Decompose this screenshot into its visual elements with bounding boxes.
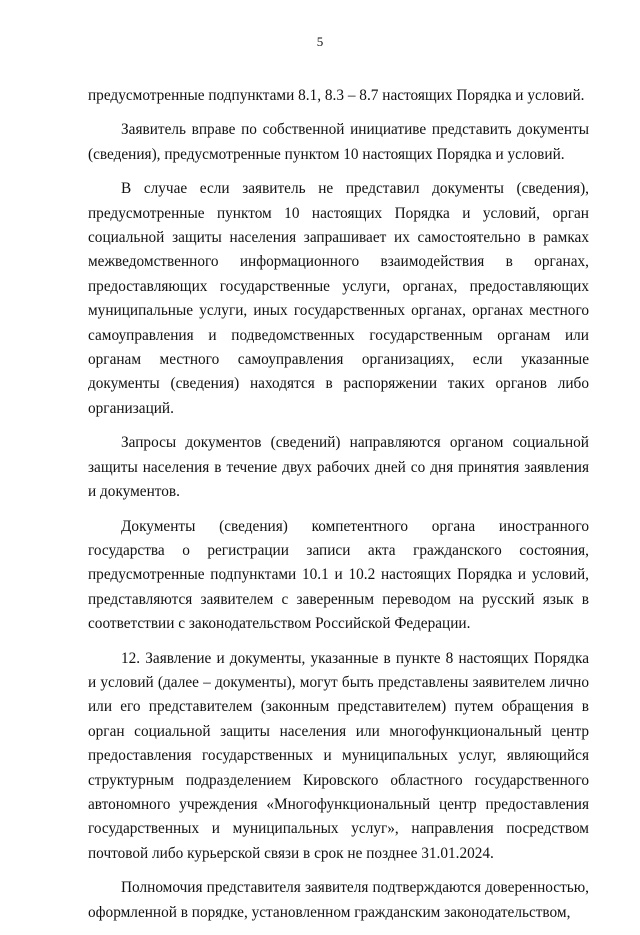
paragraph-applicant-right: Заявитель вправе по собственной инициативе представить документы (сведения), предусмотренные пунктом 10 настоящих Порядка и условий. — [88, 121, 589, 163]
document-body — [88, 84, 589, 935]
paragraph-item-12: 12. Заявление и документы, указанные в пункте 8 настоящих Порядка и условий (далее – документы), могут быть представлены заявителем лично или его представителем (законным представителем) путем обращения в орган социальной защиты населения или многофункциональный центр предоставления государственных и муниципальных услуг, являющийся структурным подразделением Кировского областного государственного автономного учреждения «Многофункциональный центр предоставления государственных и муниципальных услуг», направления посредством почтовой либо курьерской связи в срок не позднее 31.01.2024. — [88, 649, 589, 862]
paragraph-interagency-request: В случае если заявитель не представил документы (сведения), предусмотренные пунктом 10 настоящих Порядка и условий, орган социальной защиты населения запрашивает их самостоятельно в рамках межведомственного информационного взаимодействия в органах, предоставляющих государственные услуги, органах, предоставляющих муниципальные услуги, иных государственных органах, органах местного самоуправления и подведомственных государственным органам или органам местного самоуправления организациях, если указанные документы (сведения) находятся в распоряжении таких органов либо организаций. — [88, 180, 589, 417]
paragraph-foreign-documents: Документы (сведения) компетентного органа иностранного государства о регистрации записи акта гражданского состояния, предусмотренные подпунктами 10.1 и 10.2 настоящих Порядка и условий, представляются заявителем с заверенным переводом на русский язык в соответствии с законодательством Российской Федерации. — [88, 517, 589, 633]
paragraph-request-deadline: Запросы документов (сведений) направляются органом социальной защиты населения в течение двух рабочих дней со дня принятия заявления и документов. — [88, 434, 589, 501]
paragraph-representative-powers: Полномочия представителя заявителя подтверждаются доверенностью, оформленной в порядке, установленном гражданским законодательством, — [88, 879, 589, 921]
page-number: 5 — [316, 34, 324, 49]
paragraph-continuation: предусмотренные подпунктами 8.1, 8.3 – 8.7 настоящих Порядка и условий. — [88, 87, 585, 104]
